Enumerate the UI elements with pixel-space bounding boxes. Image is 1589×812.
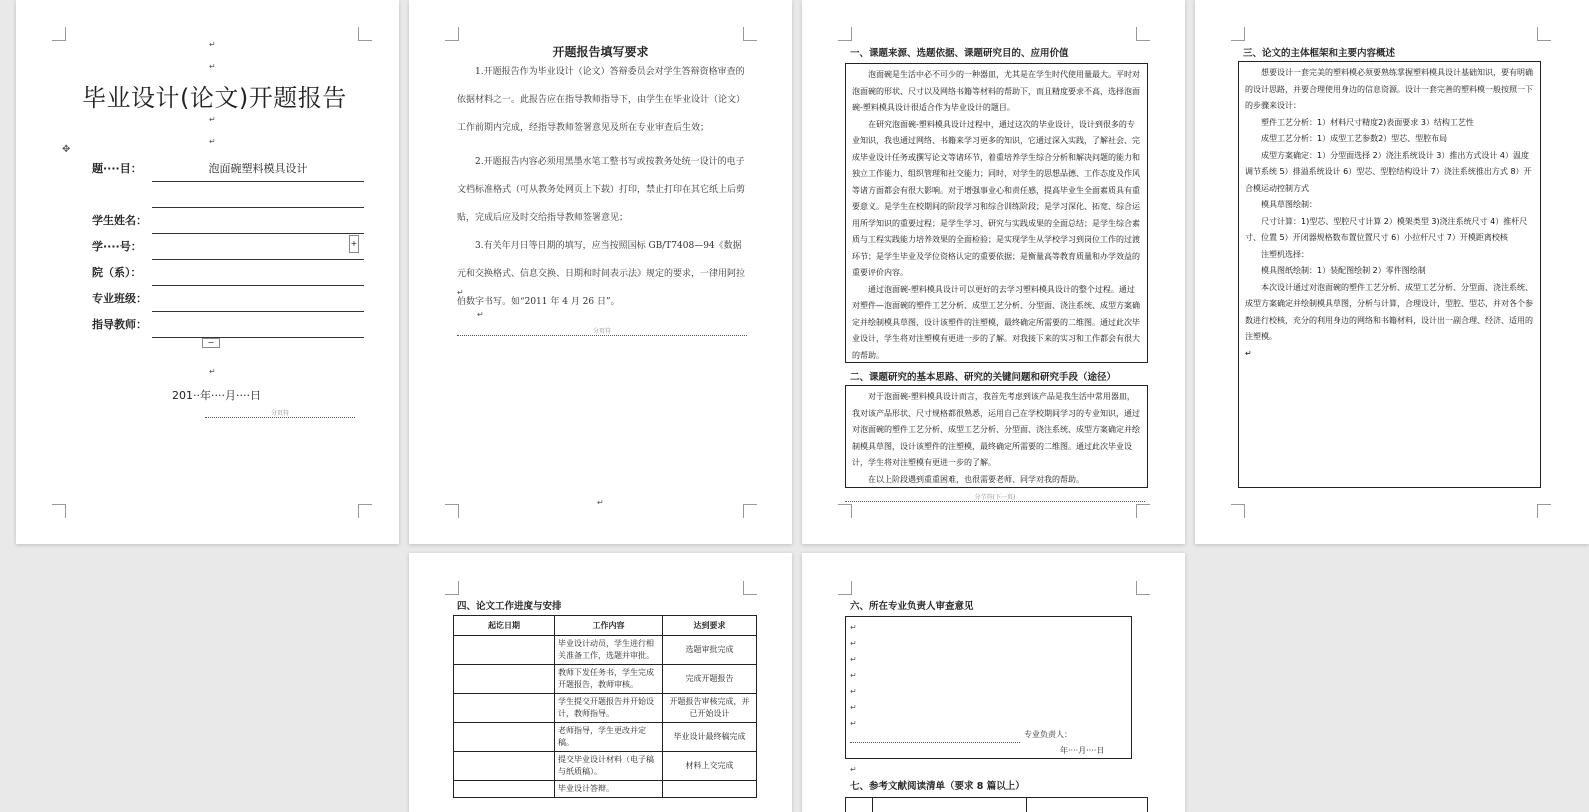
paragraph-mark: ↵	[1245, 348, 1252, 358]
crop-mark	[838, 581, 852, 595]
table-cell[interactable]	[454, 636, 555, 665]
form-row	[88, 311, 364, 337]
signature-leader	[850, 735, 1020, 743]
field-label	[88, 181, 152, 207]
crop-mark	[445, 581, 459, 595]
paragraph-mark: ↵	[209, 137, 216, 146]
column-header: 达到要求	[663, 616, 757, 636]
field-value[interactable]	[152, 285, 364, 311]
table-divider	[872, 798, 873, 812]
table-cell[interactable]	[454, 694, 555, 723]
field-label: 学生姓名：	[92, 214, 147, 227]
section-3-paragraph: 塑件工艺分析：1）材料尺寸精度2)表面要求 3）结构工艺性	[1261, 117, 1474, 127]
section-break-marker	[845, 494, 1145, 502]
requirements-title: 开题报告填写要求	[552, 45, 649, 59]
paragraph-mark: ↵	[850, 671, 857, 680]
table-cell[interactable]: 教师下发任务书，学生完成开题报告，教师审核。	[555, 665, 663, 694]
page-3	[802, 0, 1185, 544]
paragraph-mark: ↵	[209, 62, 216, 71]
paragraph-mark: ↵	[850, 623, 857, 632]
page-2	[409, 0, 792, 544]
crop-mark	[52, 27, 66, 41]
cover-title: 毕业设计(论文)开题报告	[82, 84, 347, 112]
paragraph-mark: ↵	[850, 687, 857, 696]
field-label: 学····号：	[92, 240, 142, 253]
crop-mark	[1231, 27, 1245, 41]
column-header: 起讫日期	[454, 616, 555, 636]
crop-mark	[1136, 504, 1150, 518]
table-row	[454, 694, 757, 723]
add-row-handle-icon[interactable]: −	[202, 338, 220, 348]
crop-mark	[838, 27, 852, 41]
field-value[interactable]	[152, 181, 364, 207]
table-cell[interactable]: 完成开题报告	[663, 665, 757, 694]
section-3-paragraph: 成型方案确定：1）分型面选择 2）浇注系统设计 3）推出方式设计 4）温度调节系统 5）排溢系统设计 6）型芯、型腔结构设计 7）浇注系统推出方式 8）开合模运动控制方式	[1245, 150, 1532, 193]
page-break-marker	[205, 410, 355, 418]
table-row	[454, 636, 757, 665]
field-value[interactable]	[152, 207, 364, 233]
crop-mark	[358, 504, 372, 518]
add-column-handle-icon[interactable]: +	[349, 235, 359, 253]
field-value[interactable]	[152, 233, 364, 259]
paragraph-mark: ↵	[850, 703, 857, 712]
form-row	[88, 233, 364, 259]
table-row	[454, 665, 757, 694]
paragraph-mark: ↵	[850, 765, 857, 774]
column-header: 工作内容	[555, 616, 663, 636]
requirement-paragraph: 1.开题报告作为毕业设计（论文）答辩委员会对学生答辩资格审查的依据材料之一。此报告应在指导教师指导下，由学生在毕业设计（论文）工作前期内完成，经指导教师签署意见及所在专业审查后生效；	[457, 67, 746, 133]
paragraph-mark: ↵	[597, 498, 604, 507]
section-3-paragraph: 想要设计一套完美的塑料模必须要熟练掌握塑料模具设计基础知识，要有明确的设计思路，并要合理使用身边的信息资源。设计一套完善的塑料模一般按照一下的步骤来设计：	[1245, 68, 1533, 110]
section-3-paragraph: 模具草图绘制：	[1261, 200, 1317, 209]
section-1-paragraph: 通过泡面碗-塑料模具设计可以更好的去学习塑料模具设计的整个过程。通过对塑件—泡面碗的塑件工艺分析、成型工艺分析、分型面、浇注系统、成型方案确定并绘制模具草图，设计该塑件的注塑模，最终确定所需要的二维图。通过此次毕业设计，学生将对注塑模有更进一步的了解。对我接下来的实习和工作都会有很大的帮助。	[852, 284, 1140, 360]
section-1-paragraph: 在研究泡面碗-塑料模具设计过程中，通过这次的毕业设计，设计到很多的专业知识，我也通过网络、书籍来学习更多的知识，它通过深入实践，了解社会、完成毕业设计任务或撰写论文等诸环节，着重培养学生综合分析和解决问题的能力和独立工作能力、组织管理和社交能力；同时，对学生的思想品德、工作态度及作风等诸方面都会有很大影响。对于增强事业心和责任感，提高毕业生全面素质具有重要意义。是学生在校期间的阶段学习和综合训练阶段；是学习深化、拓宽、综合运用所学知识的重要过程；是学生学习、研究与实践成果的全面总结；是学生综合素质与工程实践能力培养效果的全面检验；是实现学生从学校学习到岗位工作的过渡环节；是学生毕业及学位资格认定的重要依据；是衡量高等教育质量和办学效益的重要评价内容。	[852, 119, 1140, 277]
date-line: 201··年····月····日	[172, 389, 261, 402]
table-cell[interactable]: 选题审批完成	[663, 636, 757, 665]
table-cell[interactable]	[454, 752, 555, 781]
table-cell[interactable]	[454, 781, 555, 798]
table-header-row	[454, 616, 757, 636]
form-row	[88, 181, 364, 207]
paragraph-mark: ↵	[850, 719, 857, 728]
paragraph-mark: ↵	[457, 288, 464, 297]
section-1-heading: 一、课题来源、选题依据、课题研究目的、应用价值	[850, 48, 1069, 59]
section-3-content[interactable]	[1238, 61, 1541, 488]
paragraph-mark: ↵	[850, 655, 857, 664]
section-7-heading: 七、参考文献阅读清单（要求 8 篇以上）	[850, 781, 1025, 792]
table-row	[454, 723, 757, 752]
form-row	[88, 285, 364, 311]
crop-mark	[52, 504, 66, 518]
table-cell[interactable]: 毕业设计动员，学生进行相关准备工作，选题并审批。	[555, 636, 663, 665]
table-divider	[1026, 798, 1027, 812]
requirement-paragraph: 3.有关年月日等日期的填写，应当按照国标 GB/T7408—94《数据元和交换格式、信息交换、日期和时间表示法》规定的要求，一律用阿拉伯数字书写。如“2011 年 4 月 26 日”。	[457, 241, 746, 307]
section-3-paragraph: 模具图纸绘制：1）装配图绘制 2）零件图绘制	[1261, 266, 1426, 275]
table-cell[interactable]: 学生提交开题报告并开始设计，教师指导。	[555, 694, 663, 723]
crop-mark	[743, 27, 757, 41]
table-cell[interactable]	[454, 723, 555, 752]
form-row	[88, 207, 364, 233]
page-1	[16, 0, 399, 544]
crop-mark	[838, 504, 852, 518]
form-row	[88, 155, 364, 181]
page-4	[1195, 0, 1589, 544]
section-3-paragraph: 尺寸计算：1)型芯、型腔尺寸计算 2）模架类型 3)浇注系统尺寸 4）推杆尺寸、位置 5）开闭器规格数布置位置尺寸 6）小拉杆尺寸 7）开模距离校核	[1245, 216, 1528, 242]
paragraph-mark: ↵	[209, 367, 216, 376]
field-value[interactable]: 泡面碗塑料模具设计	[152, 155, 364, 181]
crop-mark	[743, 581, 757, 595]
crop-mark	[358, 27, 372, 41]
table-cell[interactable]	[663, 781, 757, 798]
paragraph-mark: ↵	[209, 115, 216, 124]
crop-mark	[1136, 27, 1150, 41]
section-2-paragraph: 在以上阶段遇到重重困难，也很需要老师、同学对我的帮助。	[868, 474, 1084, 484]
paragraph-mark: ↵	[477, 310, 484, 319]
section-2-paragraph: 对于泡面碗-塑料模具设计而言，我首先考虑到该产品是我生活中常用器皿，我对该产品形状、尺寸规格都很熟悉，运用自己在学校期间学习的专业知识，通过对泡面碗的塑件工艺分析、成型工艺分析、分型面、浇注系统、成型方案确定并绘制模具草图，设计该塑件的注塑模，最终确定所需要的二维图。通过此次毕业设计，学生将对注塑模有更进一步的了解。	[852, 392, 1140, 467]
page-break-label: 分页符	[270, 410, 289, 417]
table-row	[454, 752, 757, 781]
paragraph-mark: ↵	[209, 40, 216, 49]
requirement-paragraph: 2.开题报告内容必须用黑墨水笔工整书写或按教务处统一设计的电子文档标准格式（可从教务处网页上下载）打印，禁止打印在其它纸上后剪贴，完成后应及时交给指导教师签署意见；	[457, 157, 746, 223]
table-cell[interactable]: 毕业设计最终稿完成	[663, 723, 757, 752]
page-break-label: 分页符	[592, 328, 611, 335]
crop-mark	[445, 27, 459, 41]
table-move-handle-icon[interactable]: ✥	[62, 144, 71, 155]
section-1-content[interactable]	[845, 63, 1148, 363]
field-value[interactable]	[152, 259, 364, 285]
field-label: 专业班级：	[92, 292, 147, 305]
crop-mark	[445, 504, 459, 518]
section-6-heading: 六、所在专业负责人审查意见	[850, 601, 974, 612]
schedule-table	[453, 615, 757, 798]
section-3-heading: 三、论文的主体框架和主要内容概述	[1243, 48, 1396, 59]
section-3-paragraph: 本次设计通过对泡面碗的塑件工艺分析、成型工艺分析、分型面、浇注系统、成型方案确定并绘制模具草图，分析与计算，合理设计，型腔、型芯，并对各个参数进行校核，充分的利用身边的网络和书籍材料，设计出一副合理、经济、适用的注塑模。	[1245, 282, 1533, 341]
section-2-heading: 二、课题研究的基本思路、研究的关键问题和研究手段（途径）	[850, 372, 1117, 383]
field-label: 题····目：	[92, 162, 142, 175]
crop-mark	[1136, 581, 1150, 595]
table-cell[interactable]: 开题报告审核完成，并已开始设计	[663, 694, 757, 723]
field-value[interactable]	[152, 311, 364, 337]
table-cell[interactable]	[454, 665, 555, 694]
table-cell[interactable]: 提交毕业设计材料（电子稿与纸质稿）。	[555, 752, 663, 781]
field-label: 院（系）：	[92, 266, 142, 279]
table-cell[interactable]: 材料上交完成	[663, 752, 757, 781]
crop-mark	[1537, 27, 1551, 41]
section-2-content[interactable]	[845, 385, 1148, 488]
table-cell[interactable]: 老师指导，学生更改并定稿。	[555, 723, 663, 752]
crop-mark	[1231, 504, 1245, 518]
field-label: 指导教师：	[92, 318, 147, 331]
paragraph-mark: ↵	[850, 639, 857, 648]
reference-list-table[interactable]	[845, 797, 1148, 812]
review-opinion-box[interactable]	[845, 616, 1132, 759]
section-1-paragraph: 泡面碗是生活中必不可少的一种器皿，尤其是在学生时代使用量最大。平时对泡面碗的形状、尺寸以及网络书籍等材料的帮助下，而且精度要求不高，选择泡面碗-塑料模具设计很适合作为毕业设计的题目。	[852, 70, 1140, 112]
section-4-heading: 四、论文工作进度与安排	[457, 601, 562, 612]
review-date-line: 年····月····日	[1060, 746, 1105, 755]
table-row	[454, 781, 757, 798]
section-3-paragraph: 成型工艺分析：1）成型工艺参数2）型芯、型腔布局	[1261, 134, 1448, 143]
form-row	[88, 259, 364, 285]
crop-mark	[1537, 504, 1551, 518]
reviewer-label: 专业负责人：	[1024, 730, 1072, 739]
section-3-paragraph: 注塑机选择：	[1261, 249, 1309, 259]
cover-info-table	[88, 155, 364, 338]
table-cell[interactable]: 毕业设计答辩。	[555, 781, 663, 798]
page-break-marker	[457, 328, 747, 336]
crop-mark	[743, 504, 757, 518]
section-break-label: 分节符(下一页)	[974, 494, 1016, 501]
